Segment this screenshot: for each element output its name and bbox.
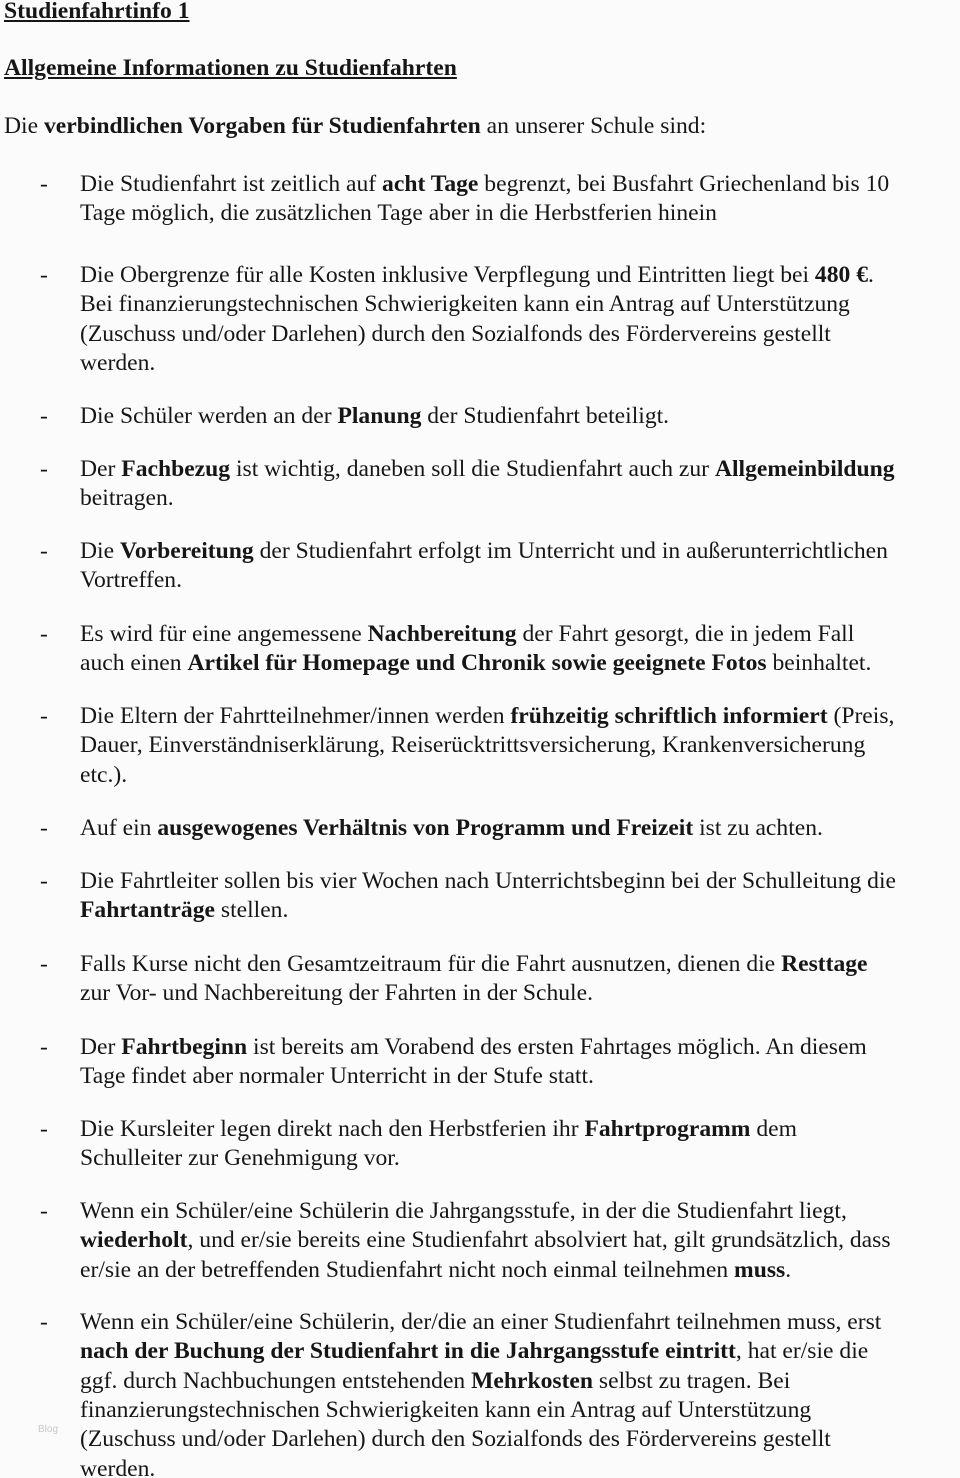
list-bullet-dash: - [40, 171, 48, 197]
text-segment-bold: Planung [337, 403, 422, 429]
text-segment-bold: Fahrtbeginn [121, 1034, 248, 1060]
text-segment: Bei finanzierungstechnischen Schwierigkeiten kann ein Antrag auf Unterstützung [80, 291, 850, 318]
section-heading: Allgemeine Informationen zu Studienfahrten [4, 55, 457, 81]
text-segment-bold: frühzeitig schriftlich informiert [510, 703, 828, 729]
text-segment: Auf ein [80, 815, 158, 841]
text-line [80, 170, 889, 200]
text-segment: (Zuschuss und/oder Darlehen) durch den Sozialfonds des Fördervereins gestellt [80, 1426, 831, 1453]
text-segment: dem [750, 1116, 797, 1142]
text-line [80, 979, 593, 1009]
text-line [80, 1337, 868, 1367]
text-segment-bold: Artikel für Homepage und Chronik sowie geeignete Fotos [187, 650, 767, 677]
intro-segment-bold: verbindlichen Vorgaben für Studienfahrten [43, 113, 481, 139]
text-line [80, 867, 896, 897]
text-segment-bold: wiederholt [80, 1227, 188, 1254]
text-segment: etc.). [80, 761, 128, 788]
text-line [80, 1197, 847, 1227]
intro-paragraph [4, 112, 706, 142]
text-segment: ist bereits am Vorabend des ersten Fahrtages möglich. An diesem [247, 1034, 867, 1060]
list-bullet-dash: - [40, 538, 48, 564]
text-line [80, 484, 174, 514]
text-segment-bold: Fahrtprogramm [584, 1116, 751, 1142]
text-line [80, 320, 831, 350]
text-segment: auch einen [80, 650, 188, 677]
text-segment: selbst zu tragen. Bei [593, 1367, 791, 1394]
text-segment: Die Obergrenze für alle Kosten inklusive Verpflegung und Eintritten liegt bei [80, 262, 815, 288]
text-segment: . [785, 1256, 792, 1283]
text-line [80, 1308, 881, 1338]
text-segment: der Studienfahrt beteiligt. [421, 403, 670, 429]
text-segment: Tage möglich, die zusätzlichen Tage aber in die Herbstferien hinein [80, 200, 717, 227]
text-segment: beitragen. [80, 485, 174, 512]
text-line [80, 455, 895, 485]
text-segment: Die [80, 538, 120, 564]
text-segment: beinhaltet. [766, 650, 872, 677]
text-segment-bold: Fahrtanträge [80, 897, 215, 924]
intro-segment: Die [4, 113, 44, 139]
list-bullet-dash: - [40, 868, 48, 894]
text-segment-bold: Fachbezug [121, 456, 231, 482]
text-segment-bold: Resttage [781, 951, 868, 977]
text-segment: , und er/sie bereits eine Studienfahrt absolviert hat, gilt grundsätzlich, dass [187, 1227, 891, 1254]
text-line [80, 349, 155, 379]
text-line [80, 537, 888, 567]
text-segment: Schulleiter zur Genehmigung vor. [80, 1145, 400, 1172]
text-line [80, 261, 874, 291]
watermark-text: Blog [38, 1424, 59, 1435]
text-segment: werden. [80, 349, 156, 376]
list-bullet-dash: - [40, 1034, 48, 1060]
list-bullet-dash: - [40, 456, 48, 482]
text-segment: ist zu achten. [693, 815, 823, 841]
intro-segment: an unserer Schule sind: [480, 113, 707, 139]
text-segment: . [868, 262, 874, 288]
text-line [80, 290, 850, 320]
list-bullet-dash: - [40, 1309, 48, 1335]
text-segment: werden. [80, 1455, 156, 1478]
text-line [80, 1396, 811, 1426]
text-line [80, 649, 871, 679]
text-segment: Die Kursleiter legen direkt nach den Herbstferien ihr [80, 1116, 585, 1142]
text-line [80, 814, 823, 844]
text-line [80, 1033, 867, 1063]
text-line [80, 1062, 594, 1092]
text-segment: Wenn ein Schüler/eine Schülerin, der/die an einer Studienfahrt teilnehmen muss, erst [80, 1309, 882, 1335]
list-bullet-dash: - [40, 262, 48, 288]
list-bullet-dash: - [40, 951, 48, 977]
text-line [80, 566, 182, 596]
text-segment-bold: ausgewogenes Verhältnis von Programm und Freizeit [157, 815, 694, 841]
text-segment-bold: Allgemeinbildung [714, 456, 895, 482]
text-segment: (Zuschuss und/oder Darlehen) durch den Sozialfonds des Fördervereins gestellt [80, 320, 831, 347]
text-line [80, 1115, 797, 1145]
text-line [80, 1144, 400, 1174]
text-segment: , hat er/sie die [735, 1338, 869, 1365]
text-line [80, 1455, 155, 1478]
text-segment: ggf. durch Nachbuchungen entstehenden [80, 1367, 472, 1394]
text-line [80, 402, 669, 432]
text-line [80, 950, 868, 980]
text-segment: Der [80, 456, 122, 482]
list-bullet-dash: - [40, 815, 48, 841]
text-line [80, 1425, 831, 1455]
text-line [80, 761, 127, 791]
text-segment: der Fahrt gesorgt, die in jedem Fall [516, 621, 855, 647]
text-segment: Dauer, Einverständniserklärung, Reiserücktrittsversicherung, Krankenversicherung [80, 732, 866, 759]
text-line [80, 199, 717, 229]
text-line [80, 702, 894, 732]
text-segment: er/sie an der betreffenden Studienfahrt nicht noch einmal teilnehmen [80, 1256, 735, 1283]
text-segment-bold: Mehrkosten [471, 1367, 594, 1394]
text-segment: stellen. [214, 897, 289, 924]
text-segment-bold: nach der Buchung der Studienfahrt in die Jahrgangsstufe eintritt [80, 1338, 736, 1365]
text-segment-bold: acht Tage [382, 171, 479, 197]
text-line [80, 1367, 790, 1397]
text-line [80, 731, 865, 761]
text-segment: Die Eltern der Fahrtteilnehmer/innen werden [80, 703, 511, 729]
text-segment: zur Vor- und Nachbereitung der Fahrten in der Schule. [80, 980, 593, 1007]
list-bullet-dash: - [40, 621, 48, 647]
text-segment: Die Schüler werden an der [80, 403, 338, 429]
text-segment-bold: muss [734, 1256, 786, 1283]
list-bullet-dash: - [40, 403, 48, 429]
text-segment: Falls Kurse nicht den Gesamtzeitraum für die Fahrt ausnutzen, dienen die [80, 951, 782, 977]
text-line [80, 1226, 891, 1256]
document-title: Studienfahrtinfo 1 [4, 0, 190, 24]
text-segment: (Preis, [827, 703, 895, 729]
text-segment: Tage findet aber normaler Unterricht in der Stufe statt. [80, 1063, 594, 1090]
list-bullet-dash: - [40, 703, 48, 729]
list-bullet-dash: - [40, 1116, 48, 1142]
text-segment-bold: Vorbereitung [119, 538, 254, 564]
text-segment: ist wichtig, daneben soll die Studienfahrt auch zur [230, 456, 715, 482]
text-segment: Der [80, 1034, 122, 1060]
text-line [80, 896, 288, 926]
text-segment: Es wird für eine angemessene [80, 621, 368, 647]
list-bullet-dash: - [40, 1198, 48, 1224]
text-segment: finanzierungstechnischen Schwierigkeiten kann ein Antrag auf Unterstützung [80, 1396, 812, 1423]
text-line [80, 1256, 791, 1286]
text-segment: Die Fahrtleiter sollen bis vier Wochen nach Unterrichtsbeginn bei der Schulleitung die [80, 868, 897, 894]
text-segment-bold: Nachbereitung [367, 621, 517, 647]
text-segment: der Studienfahrt erfolgt im Unterricht und in außerunterrichtlichen [253, 538, 888, 564]
text-segment: Vortreffen. [80, 567, 182, 594]
text-segment-bold: 480 € [814, 262, 869, 288]
text-line [80, 620, 854, 650]
text-segment: Wenn ein Schüler/eine Schülerin die Jahrgangsstufe, in der die Studienfahrt liegt, [80, 1198, 847, 1224]
text-segment: Die Studienfahrt ist zeitlich auf [80, 171, 383, 197]
text-segment: begrenzt, bei Busfahrt Griechenland bis 10 [478, 171, 890, 197]
